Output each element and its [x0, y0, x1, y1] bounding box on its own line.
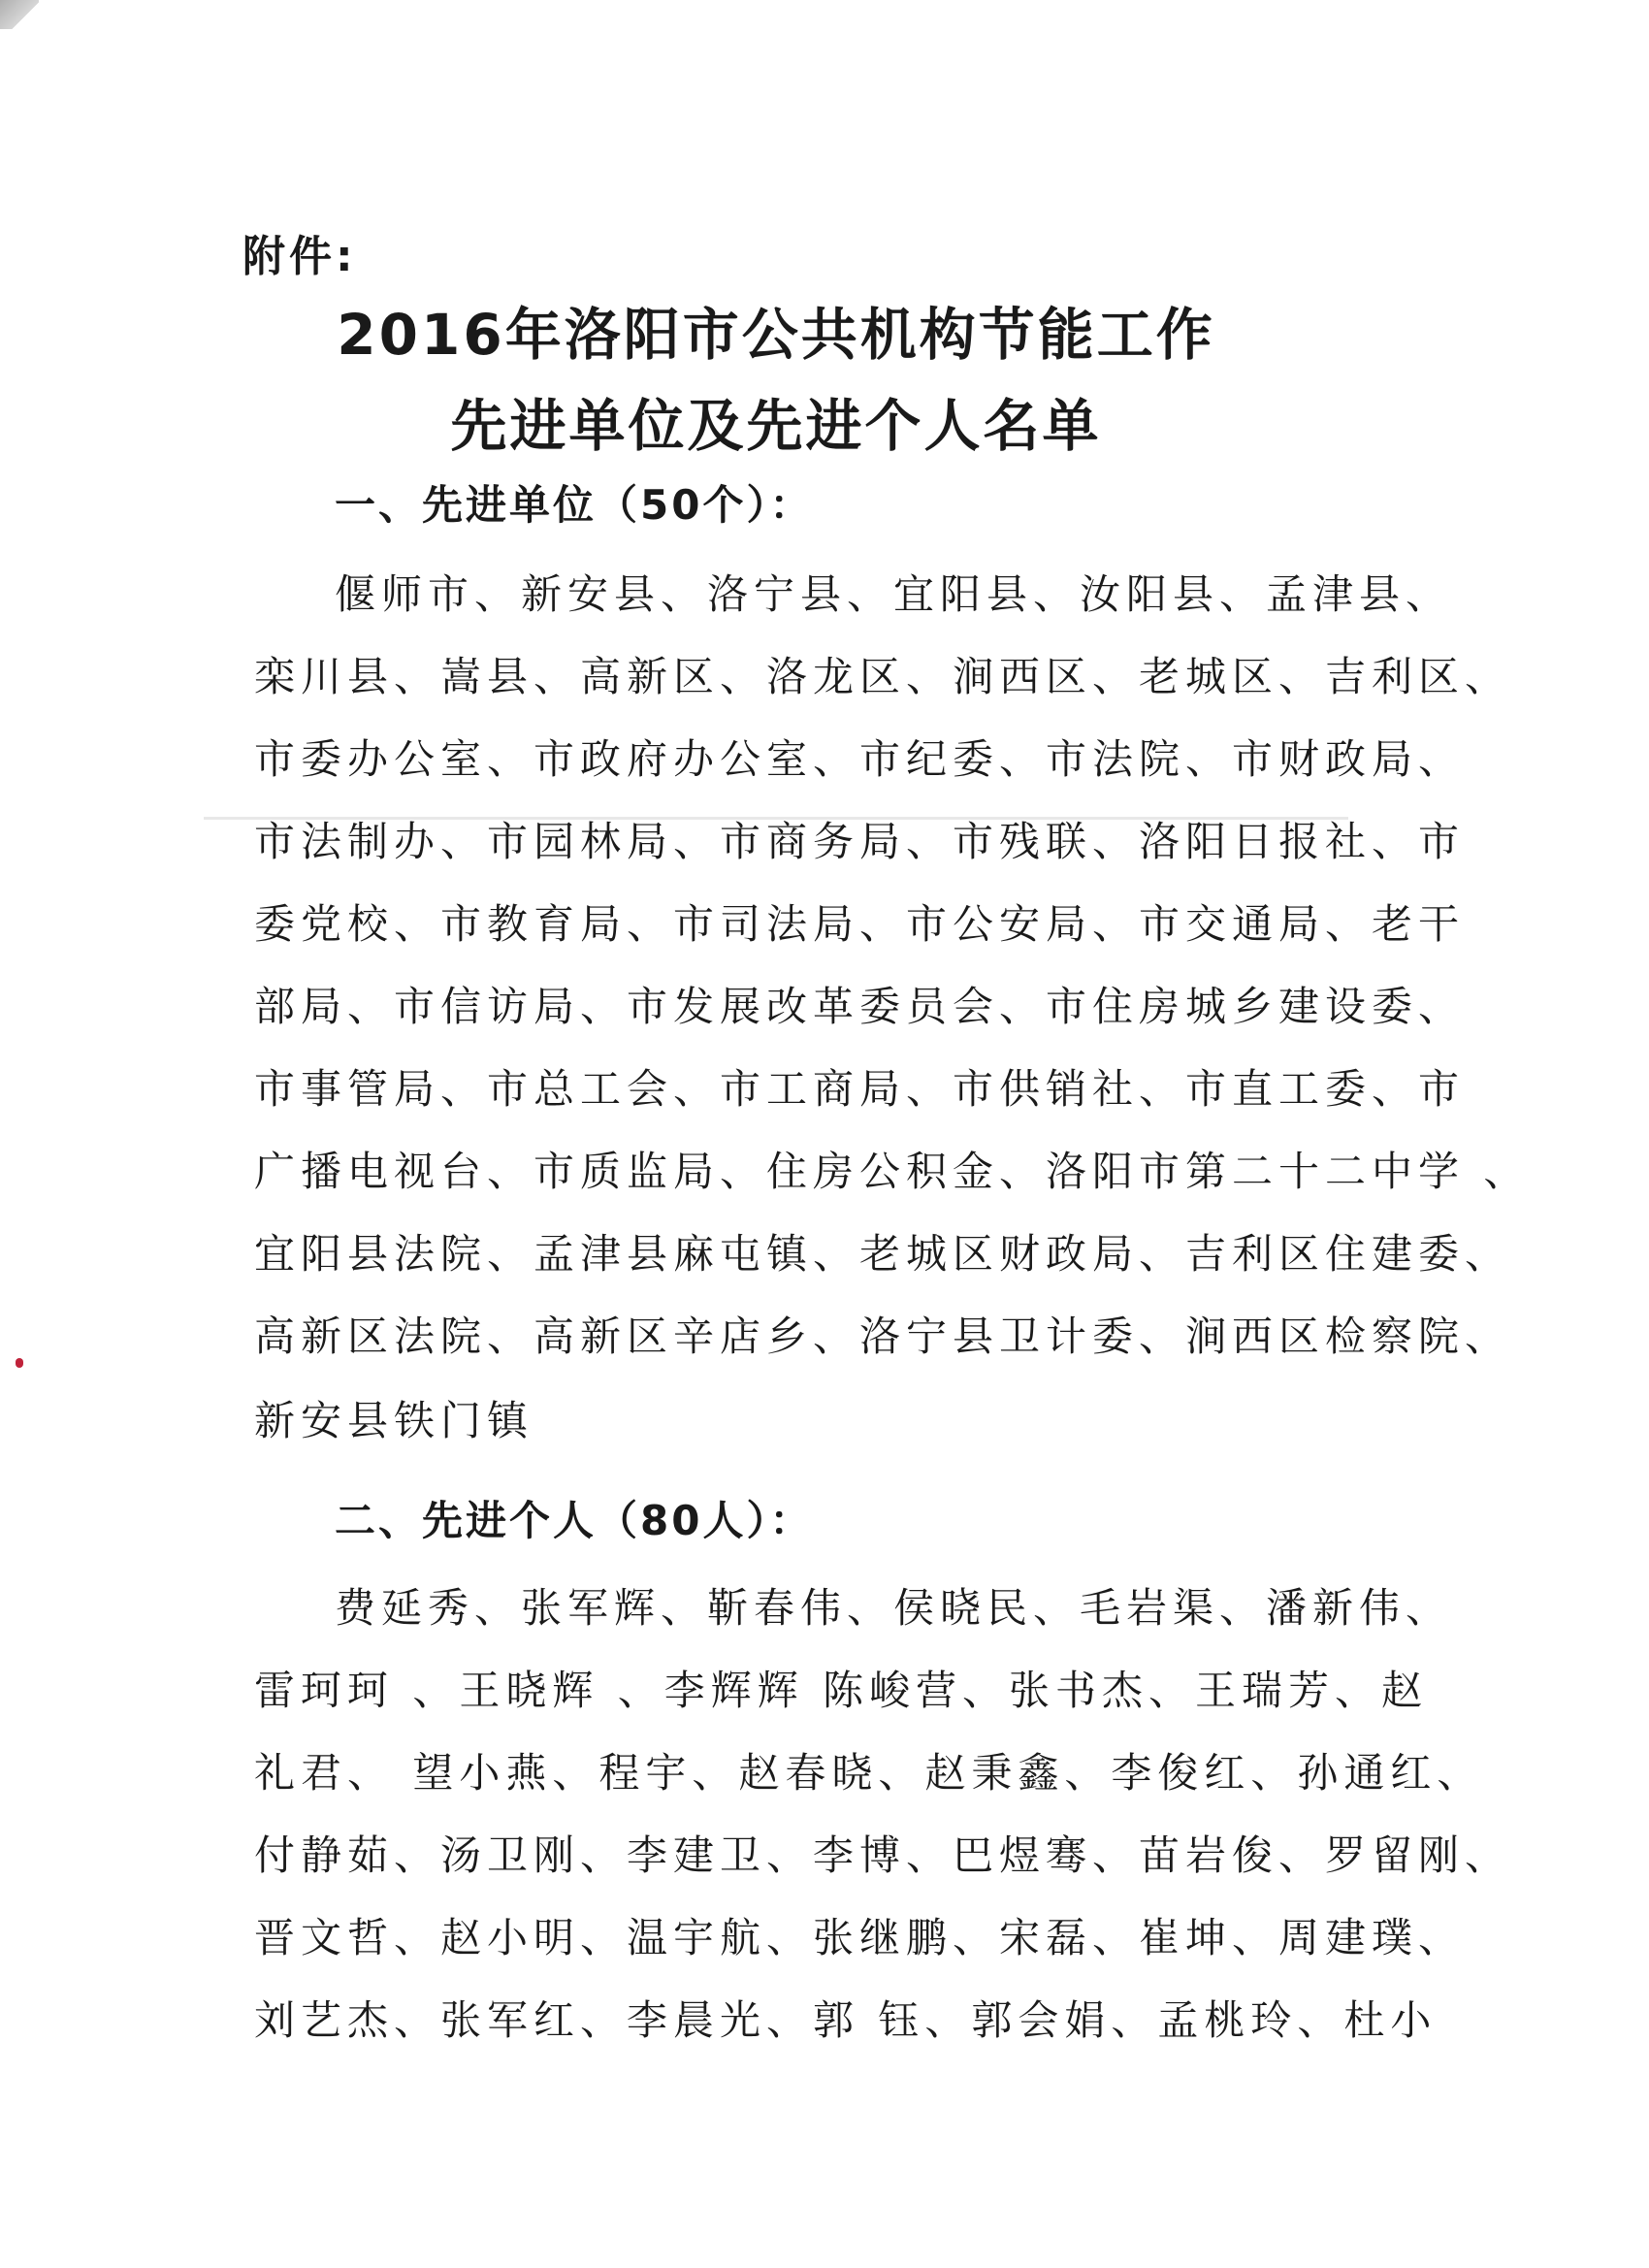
individuals-line: 礼君、 望小燕、程宇、赵春晓、赵秉鑫、李俊红、孙通红、: [254, 1749, 1484, 1797]
scan-corner-mark: [0, 0, 39, 29]
individuals-line: 雷珂珂 、王晓辉 、李辉辉 陈峻营、张书杰、王瑞芳、赵: [254, 1667, 1429, 1714]
units-line: 广播电视台、市质监局、住房公积金、洛阳市第二十二中学 、: [254, 1148, 1531, 1195]
red-mark: [16, 1358, 23, 1368]
units-line: 部局、市信访局、市发展改革委员会、市住房城乡建设委、: [254, 983, 1466, 1030]
section-heading-individuals: 二、先进个人（80人）：: [335, 1497, 814, 1544]
units-line: 市法制办、市园林局、市商务局、市残联、洛阳日报社、市: [254, 818, 1466, 865]
individuals-line: 付静茹、汤卫刚、李建卫、李博、巴煜骞、苗岩俊、罗留刚、: [254, 1831, 1512, 1879]
attachment-label: 附件:: [242, 232, 357, 281]
units-line: 高新区法院、高新区辛店乡、洛宁县卫计委、涧西区检察院、: [254, 1312, 1512, 1360]
document-title-line-1: 2016年洛阳市公共机构节能工作: [337, 302, 1215, 368]
individuals-line: 刘艺杰、张军红、李晨光、郭 钰、郭会娟、孟桃玲、杜小: [254, 1996, 1438, 2044]
units-line: 委党校、市教育局、市司法局、市公安局、市交通局、老干: [254, 900, 1466, 948]
document-title-line-2: 先进单位及先进个人名单: [450, 393, 1102, 459]
units-line: 新安县铁门镇: [254, 1397, 534, 1444]
units-line: 栾川县、嵩县、高新区、洛龙区、涧西区、老城区、吉利区、: [254, 653, 1512, 700]
individuals-line: 晋文哲、赵小明、温宇航、张继鹏、宋磊、崔坤、周建璞、: [254, 1914, 1466, 1961]
units-line: 偃师市、新安县、洛宁县、宜阳县、汝阳县、孟津县、: [335, 570, 1453, 618]
units-line: 市事管局、市总工会、市工商局、市供销社、市直工委、市: [254, 1065, 1466, 1113]
section-heading-units: 一、先进单位（50个）：: [335, 481, 814, 529]
individuals-line: 费延秀、张军辉、靳春伟、侯晓民、毛岩渠、潘新伟、: [335, 1584, 1453, 1632]
units-line: 宜阳县法院、孟津县麻屯镇、老城区财政局、吉利区住建委、: [254, 1230, 1512, 1278]
units-line: 市委办公室、市政府办公室、市纪委、市法院、市财政局、: [254, 735, 1466, 783]
